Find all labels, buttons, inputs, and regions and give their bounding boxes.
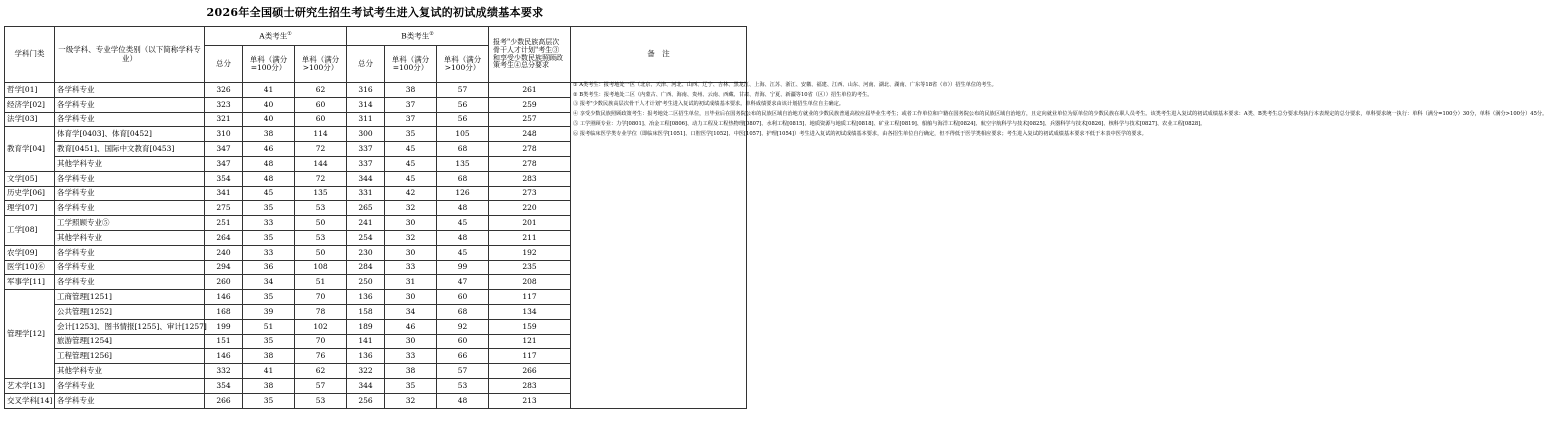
a-singleover-cell: 114	[295, 127, 347, 142]
score-requirements-table	[4, 26, 1547, 409]
a-single100-cell: 34	[243, 275, 295, 290]
b-singleover-cell: 53	[437, 378, 489, 393]
b-singleover-cell: 48	[437, 201, 489, 216]
a-singleover-cell: 50	[295, 216, 347, 231]
a-singleover-cell: 135	[295, 186, 347, 201]
a-total-cell: 354	[205, 378, 243, 393]
special-total-cell: 257	[489, 112, 571, 127]
special-total-cell: 278	[489, 142, 571, 157]
a-total-cell: 264	[205, 230, 243, 245]
b-total-cell: 337	[347, 156, 385, 171]
b-single100-cell: 33	[385, 349, 437, 364]
special-total-cell: 266	[489, 364, 571, 379]
b-singleover-cell: 56	[437, 112, 489, 127]
category-cell: 教育学[04]	[5, 127, 55, 171]
special-total-cell: 159	[489, 319, 571, 334]
a-singleover-cell: 108	[295, 260, 347, 275]
b-singleover-cell: 66	[437, 349, 489, 364]
b-singleover-cell: 48	[437, 393, 489, 408]
b-single100-cell: 30	[385, 334, 437, 349]
note-4: ④ 享受少数民族照顾政策考生：报考地处二区招生单位，且毕业后在国务院公布的民族区域自治地方就业的少数民族普通高校应届毕业生考生；或者工作单位和户籍在国务院公布的民族区域自治地方，且定向就业单位为原单位的少数民族在职人员考生。该类考生进入复试的初试成绩基本要求：A类、B类考生总分要求均执行本表规定的总分要求，单科要求统一执行：单科（满分=100分）30分，单科（满分>100分）45分。	[573, 111, 1547, 118]
b-total-cell: 344	[347, 171, 385, 186]
a-single100-cell: 41	[243, 364, 295, 379]
a-total-cell: 294	[205, 260, 243, 275]
a-single100-cell: 51	[243, 319, 295, 334]
b-single100-cell: 30	[385, 245, 437, 260]
discipline-cell: 会计[1253]、图书情报[1255]、审计[1257]	[55, 319, 205, 334]
a-singleover-cell: 144	[295, 156, 347, 171]
note-2: ② B类考生：报考地处二区（内蒙古、广西、海南、贵州、云南、西藏、甘肃、青海、宁夏、新疆等10省（区））招生单位的考生。	[573, 91, 873, 98]
special-total-cell: 283	[489, 378, 571, 393]
a-total-cell: 275	[205, 201, 243, 216]
a-single100-cell: 33	[243, 245, 295, 260]
a-singleover-cell: 62	[295, 83, 347, 98]
b-single100-cell: 38	[385, 364, 437, 379]
special-total-cell: 213	[489, 393, 571, 408]
a-single100-cell: 33	[243, 216, 295, 231]
note-5: ⑤ 工学照顾专业：力学[0801]、冶金工程[0806]、动力工程及工程热物理[0807]、水利工程[0815]、地质资源与地质工程[0818]、矿业工程[0819]、船舶与海洋工程[0824]、航空宇航科学与技术[0825]、兵器科学与技术[0826]、核科学与技术[0827]、农业工程[0828]。	[573, 120, 1206, 127]
b-single100-cell: 30	[385, 216, 437, 231]
special-total-cell: 208	[489, 275, 571, 290]
special-total-cell: 117	[489, 349, 571, 364]
discipline-cell: 各学科专业	[55, 378, 205, 393]
discipline-cell: 各学科专业	[55, 186, 205, 201]
b-total-cell: 337	[347, 142, 385, 157]
header-b-single-100: 单科（满分=100分）	[385, 46, 437, 83]
category-cell: 工学[08]	[5, 216, 55, 246]
special-total-cell: 278	[489, 156, 571, 171]
b-total-cell: 344	[347, 378, 385, 393]
b-total-cell: 316	[347, 83, 385, 98]
category-cell: 医学[10]⑥	[5, 260, 55, 275]
page-title: 2026年全国硕士研究生招生考试考生进入复试的初试成绩基本要求	[206, 6, 544, 19]
b-single100-cell: 32	[385, 393, 437, 408]
special-total-cell: 235	[489, 260, 571, 275]
a-total-cell: 354	[205, 171, 243, 186]
a-single100-cell: 38	[243, 127, 295, 142]
discipline-cell: 工商管理[1251]	[55, 290, 205, 305]
discipline-cell: 其他学科专业	[55, 230, 205, 245]
header-b-total: 总分	[347, 46, 385, 83]
special-total-cell: 261	[489, 83, 571, 98]
b-singleover-cell: 68	[437, 304, 489, 319]
discipline-cell: 各学科专业	[55, 275, 205, 290]
a-total-cell: 323	[205, 97, 243, 112]
a-singleover-cell: 51	[295, 275, 347, 290]
b-singleover-cell: 57	[437, 364, 489, 379]
a-single100-cell: 36	[243, 260, 295, 275]
a-singleover-cell: 70	[295, 334, 347, 349]
b-total-cell: 254	[347, 230, 385, 245]
b-total-cell: 331	[347, 186, 385, 201]
discipline-cell: 各学科专业	[55, 112, 205, 127]
a-singleover-cell: 70	[295, 290, 347, 305]
b-singleover-cell: 47	[437, 275, 489, 290]
special-total-cell: 211	[489, 230, 571, 245]
discipline-cell: 各学科专业	[55, 260, 205, 275]
b-single100-cell: 32	[385, 201, 437, 216]
category-cell: 法学[03]	[5, 112, 55, 127]
b-singleover-cell: 105	[437, 127, 489, 142]
b-total-cell: 141	[347, 334, 385, 349]
b-single100-cell: 35	[385, 127, 437, 142]
a-total-cell: 251	[205, 216, 243, 231]
special-total-cell: 117	[489, 290, 571, 305]
category-cell: 哲学[01]	[5, 83, 55, 98]
discipline-cell: 工学照顾专业⑤	[55, 216, 205, 231]
b-singleover-cell: 57	[437, 83, 489, 98]
b-singleover-cell: 99	[437, 260, 489, 275]
discipline-cell: 各学科专业	[55, 97, 205, 112]
header-remarks: 备 注	[571, 27, 747, 83]
category-cell: 历史学[06]	[5, 186, 55, 201]
a-single100-cell: 41	[243, 83, 295, 98]
special-total-cell: 134	[489, 304, 571, 319]
b-single100-cell: 37	[385, 97, 437, 112]
b-single100-cell: 31	[385, 275, 437, 290]
header-category: 学科门类	[5, 27, 55, 83]
b-single100-cell: 37	[385, 112, 437, 127]
a-singleover-cell: 76	[295, 349, 347, 364]
a-singleover-cell: 62	[295, 364, 347, 379]
b-singleover-cell: 68	[437, 171, 489, 186]
header-discipline: 一级学科、专业学位类别（以下简称学科专业）	[55, 27, 205, 83]
a-singleover-cell: 102	[295, 319, 347, 334]
discipline-cell: 各学科专业	[55, 83, 205, 98]
a-single100-cell: 38	[243, 349, 295, 364]
header-b-single-over100: 单科（满分>100分）	[437, 46, 489, 83]
b-total-cell: 241	[347, 216, 385, 231]
category-cell: 管理学[12]	[5, 290, 55, 379]
discipline-cell: 各学科专业	[55, 393, 205, 408]
b-singleover-cell: 68	[437, 142, 489, 157]
a-single100-cell: 35	[243, 201, 295, 216]
a-single100-cell: 35	[243, 393, 295, 408]
header-a-single-100: 单科（满分=100分）	[243, 46, 295, 83]
discipline-cell: 各学科专业	[55, 171, 205, 186]
a-singleover-cell: 60	[295, 97, 347, 112]
header-special-plan: 报考"少数民族高层次骨干人才计划"考生③和享受少数民族照顾政策考生④总分要求	[489, 27, 571, 83]
table-row	[5, 83, 747, 98]
remarks-cell	[571, 82, 1547, 409]
b-single100-cell: 45	[385, 156, 437, 171]
discipline-cell: 其他学科专业	[55, 364, 205, 379]
header-zone-a: A类考生①	[205, 27, 347, 46]
header-a-total: 总分	[205, 46, 243, 83]
category-cell: 交叉学科[14]	[5, 393, 55, 408]
b-single100-cell: 45	[385, 171, 437, 186]
discipline-cell: 其他学科专业	[55, 156, 205, 171]
a-single100-cell: 48	[243, 156, 295, 171]
b-single100-cell: 35	[385, 378, 437, 393]
a-singleover-cell: 53	[295, 393, 347, 408]
a-single100-cell: 46	[243, 142, 295, 157]
a-total-cell: 151	[205, 334, 243, 349]
a-total-cell: 332	[205, 364, 243, 379]
discipline-cell: 各学科专业	[55, 245, 205, 260]
a-single100-cell: 35	[243, 290, 295, 305]
special-total-cell: 248	[489, 127, 571, 142]
category-cell: 经济学[02]	[5, 97, 55, 112]
a-total-cell: 347	[205, 142, 243, 157]
a-total-cell: 260	[205, 275, 243, 290]
a-total-cell: 146	[205, 349, 243, 364]
b-single100-cell: 42	[385, 186, 437, 201]
b-total-cell: 189	[347, 319, 385, 334]
b-single100-cell: 38	[385, 83, 437, 98]
a-singleover-cell: 57	[295, 378, 347, 393]
category-cell: 艺术学[13]	[5, 378, 55, 393]
a-single100-cell: 35	[243, 230, 295, 245]
special-total-cell: 121	[489, 334, 571, 349]
b-total-cell: 136	[347, 290, 385, 305]
a-total-cell: 326	[205, 83, 243, 98]
a-total-cell: 341	[205, 186, 243, 201]
discipline-cell: 公共管理[1252]	[55, 304, 205, 319]
b-singleover-cell: 45	[437, 216, 489, 231]
special-total-cell: 283	[489, 171, 571, 186]
b-total-cell: 284	[347, 260, 385, 275]
b-total-cell: 314	[347, 97, 385, 112]
b-singleover-cell: 56	[437, 97, 489, 112]
b-total-cell: 322	[347, 364, 385, 379]
discipline-cell: 旅游管理[1254]	[55, 334, 205, 349]
a-singleover-cell: 72	[295, 171, 347, 186]
note-1: ① A类考生：报考地处一区（北京、天津、河北、山西、辽宁、吉林、黑龙江、上海、江苏、浙江、安徽、福建、江西、山东、河南、湖北、湖南、广东等18省（市））招生单位的考生。	[573, 82, 997, 88]
a-total-cell: 146	[205, 290, 243, 305]
note-3: ③ 报考"少数民族高层次骨干人才计划"考生进入复试的初试成绩基本要求。单科成绩要求由该计划招生单位自主确定。	[573, 101, 844, 108]
b-single100-cell: 33	[385, 260, 437, 275]
header-zone-b: B类考生②	[347, 27, 489, 46]
discipline-cell: 教育[0451]、国际中文教育[0453]	[55, 142, 205, 157]
b-single100-cell: 45	[385, 142, 437, 157]
a-total-cell: 310	[205, 127, 243, 142]
b-singleover-cell: 92	[437, 319, 489, 334]
a-single100-cell: 39	[243, 304, 295, 319]
special-total-cell: 201	[489, 216, 571, 231]
b-singleover-cell: 126	[437, 186, 489, 201]
special-total-cell: 273	[489, 186, 571, 201]
a-singleover-cell: 78	[295, 304, 347, 319]
b-singleover-cell: 45	[437, 245, 489, 260]
b-total-cell: 256	[347, 393, 385, 408]
a-single100-cell: 45	[243, 186, 295, 201]
a-single100-cell: 40	[243, 112, 295, 127]
a-single100-cell: 35	[243, 334, 295, 349]
a-total-cell: 266	[205, 393, 243, 408]
b-total-cell: 311	[347, 112, 385, 127]
note-6: ⑥ 报考临床医学类专业学位（即临床医学[1051]、口腔医学[1052]、中医[1057]、护理[1054]）考生进入复试的初试成绩基本要求，由各招生单位自行确定，但不得低于医学类相应要求；考生进入复试的初试成绩基本要求不低于本表中医学的要求。	[573, 130, 1147, 137]
a-total-cell: 321	[205, 112, 243, 127]
b-singleover-cell: 60	[437, 290, 489, 305]
a-total-cell: 240	[205, 245, 243, 260]
b-total-cell: 300	[347, 127, 385, 142]
a-singleover-cell: 53	[295, 201, 347, 216]
a-singleover-cell: 50	[295, 245, 347, 260]
a-singleover-cell: 72	[295, 142, 347, 157]
b-single100-cell: 32	[385, 230, 437, 245]
special-total-cell: 259	[489, 97, 571, 112]
a-singleover-cell: 60	[295, 112, 347, 127]
b-total-cell: 265	[347, 201, 385, 216]
b-total-cell: 250	[347, 275, 385, 290]
a-single100-cell: 40	[243, 97, 295, 112]
b-single100-cell: 30	[385, 290, 437, 305]
a-total-cell: 347	[205, 156, 243, 171]
header-a-single-over100: 单科（满分>100分）	[295, 46, 347, 83]
b-total-cell: 230	[347, 245, 385, 260]
special-total-cell: 192	[489, 245, 571, 260]
category-cell: 文学[05]	[5, 171, 55, 186]
a-singleover-cell: 53	[295, 230, 347, 245]
category-cell: 农学[09]	[5, 245, 55, 260]
discipline-cell: 体育学[0403]、体育[0452]	[55, 127, 205, 142]
special-total-cell: 220	[489, 201, 571, 216]
a-single100-cell: 48	[243, 171, 295, 186]
a-single100-cell: 38	[243, 378, 295, 393]
b-total-cell: 158	[347, 304, 385, 319]
b-single100-cell: 34	[385, 304, 437, 319]
b-single100-cell: 46	[385, 319, 437, 334]
b-singleover-cell: 60	[437, 334, 489, 349]
b-singleover-cell: 135	[437, 156, 489, 171]
b-singleover-cell: 48	[437, 230, 489, 245]
a-total-cell: 199	[205, 319, 243, 334]
discipline-cell: 各学科专业	[55, 201, 205, 216]
discipline-cell: 工程管理[1256]	[55, 349, 205, 364]
category-cell: 理学[07]	[5, 201, 55, 216]
a-total-cell: 168	[205, 304, 243, 319]
category-cell: 军事学[11]	[5, 275, 55, 290]
b-total-cell: 136	[347, 349, 385, 364]
